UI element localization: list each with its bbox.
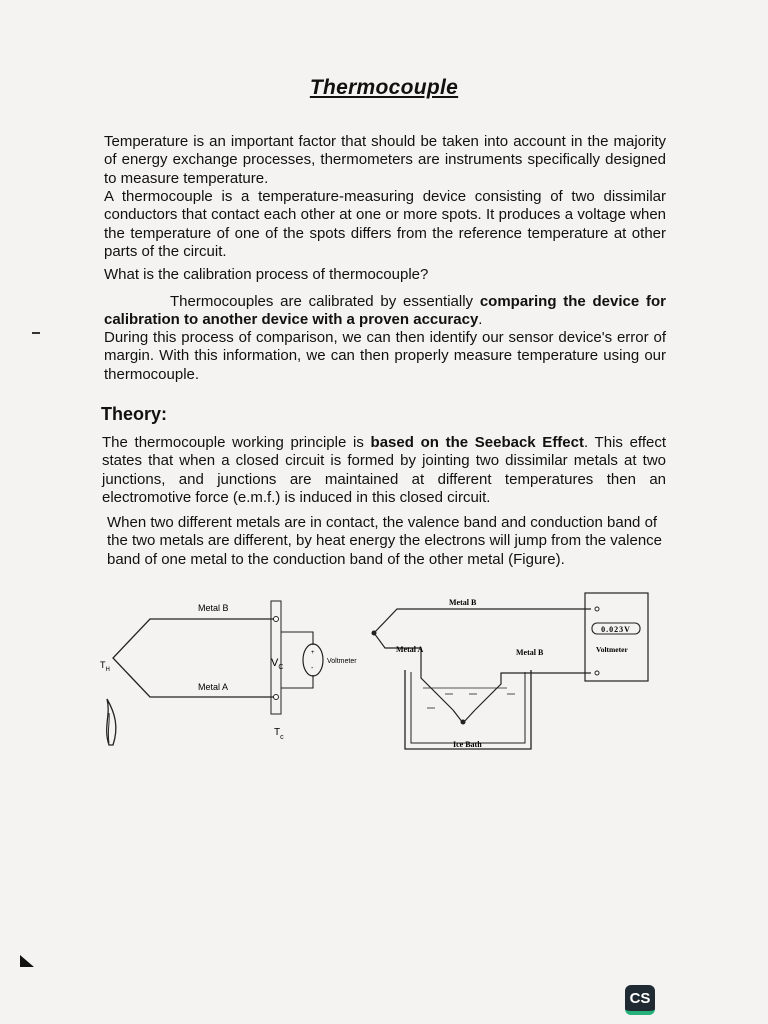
theory-paragraph-2: When two different metals are in contact, the valence band and conduction band of the two metals are different, by heat energy the electrons will jump from the valence band of one metal to the conduction band of the other metal (Figure).	[107, 514, 663, 568]
metal-b-wire	[374, 609, 591, 633]
page-title: Thermocouple	[309, 76, 459, 99]
calibration-text-bold: comparing the device for calibration to another device with a proven accuracy	[104, 293, 666, 329]
ice-bath-diagram	[365, 590, 665, 758]
theory-text-bold: based on the Seeback Effect	[370, 434, 584, 451]
metal-b-label: Metal B	[516, 648, 544, 657]
theory-paragraph-1	[102, 434, 666, 508]
calibration-question: What is the calibration process of thermocouple?	[104, 266, 429, 283]
theory-text-a: The thermocouple working principle is	[102, 434, 371, 451]
calibration-paragraph	[104, 293, 666, 330]
metal-a-label: Metal A	[396, 645, 424, 654]
metal-b-label: Metal B	[198, 603, 229, 613]
voltmeter-label: Voltmeter	[596, 645, 628, 654]
comparison-paragraph: During this process of comparison, we can then identify our sensor device's error of margin. With this information, we can then properly measure temperature using our thermocouple.	[104, 329, 666, 383]
cold-junction-point	[461, 720, 466, 725]
ice-bath-label: Ice Bath	[453, 740, 482, 749]
intro-paragraph-2: A thermocouple is a temperature-measuring device consisting of two dissimilar conductors that contact each other at one or more spots. It produces a voltage when the temperature of one of the spots differs from the reference temperature at other parts of the circuit.	[104, 188, 666, 261]
calibration-text-b: .	[478, 311, 483, 329]
corner-arrow-mark	[20, 955, 34, 967]
theory-text-b: . This effect states that when a closed circuit is formed by jointing two dissimilar metals at two junctions, and junctions are maintained at different temperatures then an electromotive force (e.m.f.) is induced in this closed circuit.	[102, 434, 666, 507]
thermocouple-wire-loop	[113, 619, 274, 697]
thermocouple-diagram	[95, 595, 375, 760]
cold-junction-label: $T_c$	[274, 727, 284, 741]
calibration-text-a: Thermocouples are calibrated by essentially	[170, 293, 480, 310]
intro-paragraph-1: Temperature is an important factor that should be taken into account in the majority of energy exchange processes, thermometers are instruments specifically designed to measure temperature.	[104, 133, 666, 187]
voltmeter-box	[585, 593, 648, 681]
svg-text:+: +	[311, 650, 315, 656]
metal-b-bath-wire	[475, 673, 591, 710]
voltmeter-reading: 0.023V	[601, 625, 631, 634]
theory-heading: Theory:	[101, 404, 168, 424]
metal-b-top-label: Metal B	[449, 598, 477, 607]
metal-a-label: Metal A	[198, 682, 229, 692]
svg-text:-: -	[311, 665, 314, 672]
junction-bottom	[274, 695, 279, 700]
camscanner-logo: CS	[625, 985, 655, 1015]
hot-junction-label: $T_H$	[100, 660, 110, 673]
voltmeter-label: Voltmeter	[327, 658, 357, 665]
junction-top	[274, 617, 279, 622]
voltage-label: $V_C$	[271, 657, 284, 671]
margin-mark	[32, 332, 40, 334]
ice-bath-container	[405, 670, 531, 749]
